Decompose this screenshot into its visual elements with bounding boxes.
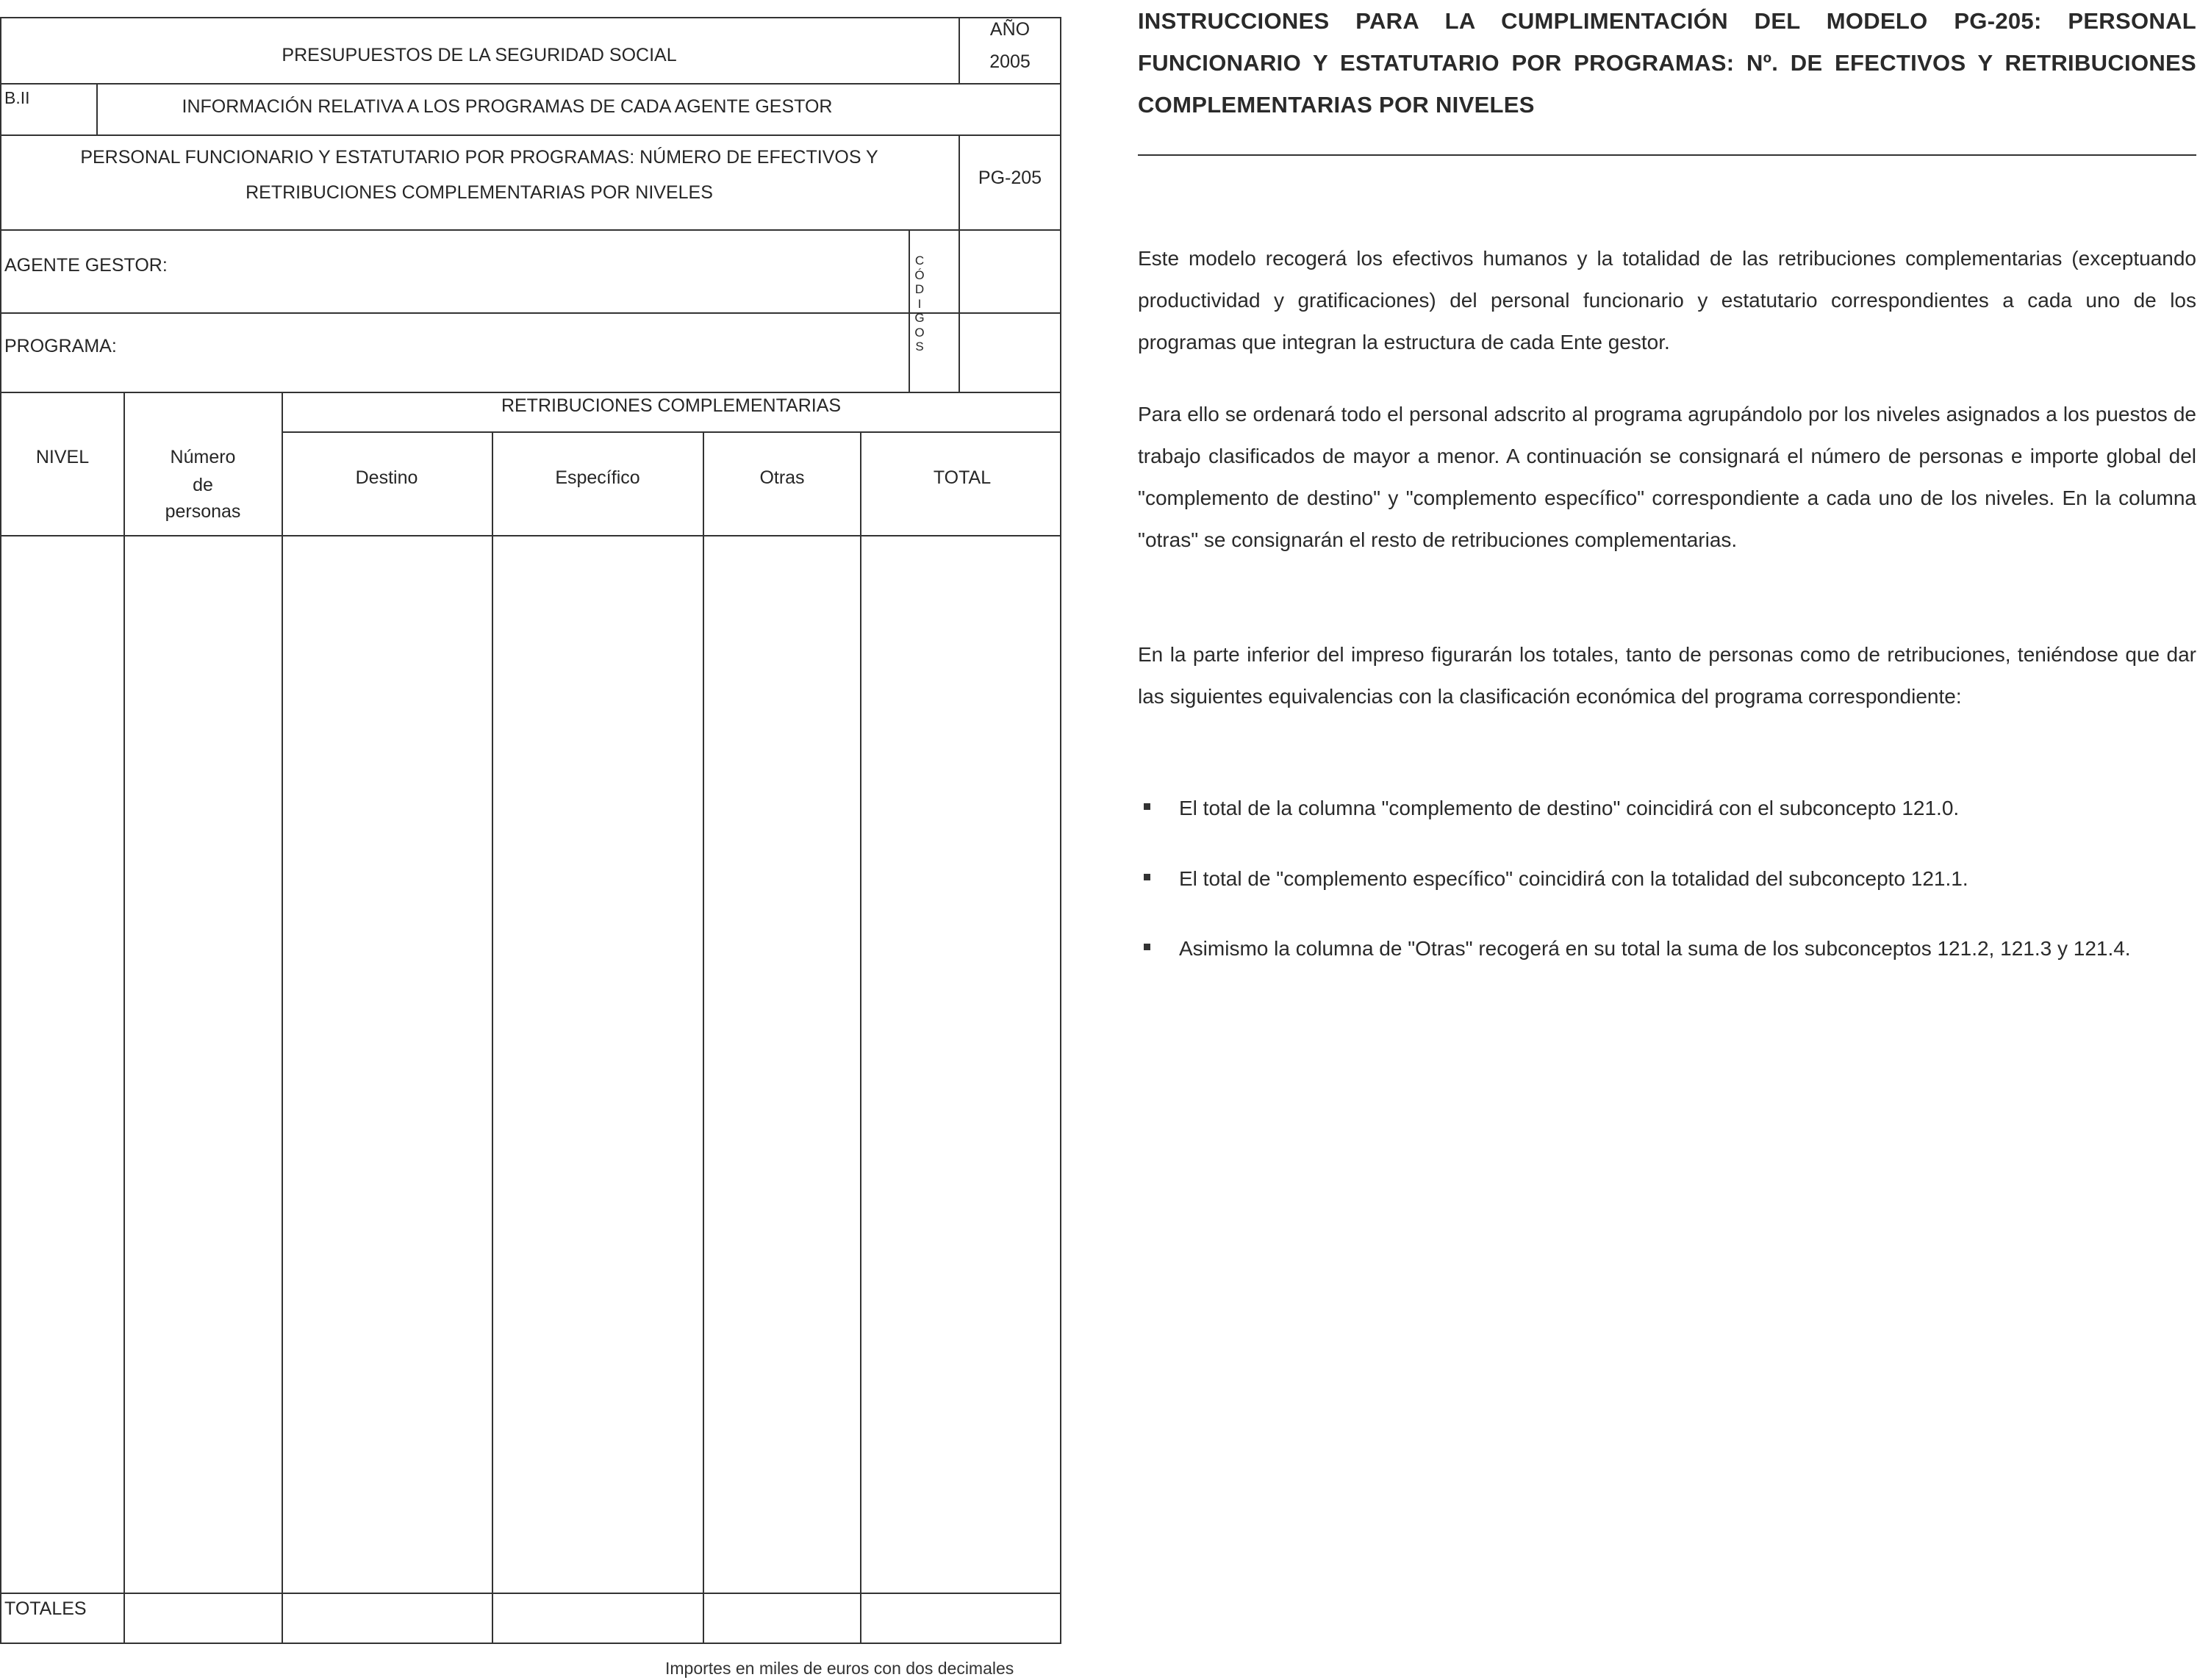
col-header-especifico: Específico — [555, 467, 640, 488]
rule-col-especifico — [703, 431, 704, 1644]
codes-letter: D — [914, 282, 925, 296]
nivel-column-body[interactable] — [1, 537, 123, 1591]
col-header-personas-1: Número — [170, 447, 236, 467]
rule-col-personas — [282, 392, 283, 1644]
model-code: PG-205 — [978, 168, 1042, 188]
section-title: INFORMACIÓN RELATIVA A LOS PROGRAMAS DE CADA AGENTE GESTOR — [182, 96, 833, 117]
form-header-title: PRESUPUESTOS DE LA SEGURIDAD SOCIAL — [282, 45, 677, 65]
section-code: B.II — [4, 88, 30, 107]
rule-year-col — [959, 17, 960, 83]
codes-letter: Ó — [914, 268, 925, 282]
bullet-text: El total de "complemento específico" coincidirá con la totalidad del subconcepto 121.1. — [1179, 867, 1968, 890]
destino-column-body[interactable] — [284, 537, 491, 1591]
rule-column-header-bottom — [0, 535, 1061, 536]
rule-agent-bottom — [0, 312, 1061, 314]
totals-destino-cell[interactable] — [284, 1595, 491, 1642]
bullet-square-icon — [1144, 874, 1150, 880]
col-header-personas-3: personas — [165, 501, 241, 522]
instructions-paragraph-2: Para ello se ordenará todo el personal adscrito al programa agrupándolo por los niveles asignados a los puestos de trabajo clasificados de mayor a menor. A continuación se consignará el número de personas e importe global del "complemento de destino" y "complemento específico" correspondiente a cada uno de los niveles. En la columna "otras" se consignarán el resto de retribuciones complementarias. — [1138, 403, 2196, 551]
col-header-nivel: NIVEL — [35, 447, 90, 467]
instructions-title: INSTRUCCIONES PARA LA CUMPLIMENTACIÓN DEL MODELO PG-205: PERSONAL FUNCIONARIO Y ESTATUTARIO POR PROGRAMAS: Nº. DE EFECTIVOS Y RETRIBUCIONES COMPLEMENTARIAS POR NIVELES — [1138, 8, 2196, 118]
rule-col-nivel — [123, 392, 125, 1644]
total-column-body[interactable] — [862, 537, 1059, 1591]
codes-vertical-label — [912, 254, 927, 354]
rule-col-destino — [492, 431, 493, 1644]
rule-codes-right — [959, 229, 960, 392]
instructions-bullet-3 — [1138, 927, 2196, 969]
instructions-bullet-2 — [1138, 858, 2196, 900]
otras-column-body[interactable] — [705, 537, 859, 1591]
bullet-text: Asimismo la columna de "Otras" recogerá en su total la suma de los subconceptos 121.2, 121.3 y 121.4. — [1179, 937, 2131, 960]
rule-model-bottom — [0, 229, 1061, 231]
rule-program-bottom — [0, 392, 1061, 393]
rule-header-bottom — [0, 83, 1061, 85]
bullet-text: El total de la columna "complemento de destino" coincidirá con el subconcepto 121.0. — [1179, 797, 1960, 819]
totals-total-cell[interactable] — [862, 1595, 1059, 1642]
retrib-group-header: RETRIBUCIONES COMPLEMENTARIAS — [501, 395, 842, 416]
year-value: 2005 — [989, 51, 1031, 72]
instructions-bullet-1 — [1138, 787, 2196, 829]
especifico-column-body[interactable] — [494, 537, 702, 1591]
form-footnote: Importes en miles de euros con dos decimales — [665, 1659, 1014, 1678]
rule-section-code-col — [96, 83, 98, 134]
bullet-square-icon — [1144, 803, 1150, 810]
totals-especifico-cell[interactable] — [494, 1595, 702, 1642]
model-title — [0, 140, 959, 210]
totals-personas-cell[interactable] — [126, 1595, 281, 1642]
codes-letter: S — [915, 340, 924, 353]
codes-letter: G — [914, 311, 925, 325]
personas-column-body[interactable] — [126, 537, 281, 1591]
rule-model-code-col — [959, 134, 960, 229]
rule-codes-left — [909, 229, 910, 392]
col-header-total: TOTAL — [933, 467, 992, 488]
rule-col-otras — [860, 431, 861, 1644]
program-code-field[interactable] — [963, 317, 1058, 389]
year-label: AÑO — [989, 19, 1031, 40]
agent-input-area[interactable] — [184, 234, 904, 309]
codes-letter: O — [914, 325, 925, 340]
bullet-square-icon — [1144, 944, 1150, 950]
col-header-destino: Destino — [355, 467, 418, 488]
instructions-paragraph-3: En la parte inferior del impreso figurarán los totales, tanto de personas como de retribuciones, teniéndose que dar las siguientes equivalencias con la clasificación económica del programa correspondiente: — [1138, 643, 2196, 708]
agent-code-field[interactable] — [963, 234, 1058, 309]
rule-retrib-group-bottom — [282, 431, 1061, 433]
instructions-paragraph-1: Este modelo recogerá los efectivos humanos y la totalidad de las retribuciones complementarias (exceptuando productividad y gratificaciones) del personal funcionario y estatutario correspondientes a cada uno de los programas que integran la estructura de cada Ente gestor. — [1138, 247, 2196, 353]
rule-totals-top — [0, 1593, 1061, 1594]
totals-label: TOTALES — [4, 1598, 87, 1619]
model-title-line-1: PERSONAL FUNCIONARIO Y ESTATUTARIO POR PROGRAMAS: NÚMERO DE EFECTIVOS Y — [80, 147, 878, 168]
col-header-personas-2: de — [193, 475, 213, 495]
col-header-otras: Otras — [759, 467, 805, 488]
instructions-title-rule — [1138, 154, 2196, 156]
agent-label: AGENTE GESTOR: — [4, 255, 168, 276]
rule-section-bottom — [0, 134, 1061, 136]
totals-otras-cell[interactable] — [705, 1595, 859, 1642]
codes-letter: I — [917, 296, 922, 311]
codes-letter: C — [914, 254, 925, 268]
program-label: PROGRAMA: — [4, 336, 117, 356]
model-title-line-2: RETRIBUCIONES COMPLEMENTARIAS POR NIVELES — [246, 182, 713, 203]
program-input-area[interactable] — [132, 317, 904, 389]
